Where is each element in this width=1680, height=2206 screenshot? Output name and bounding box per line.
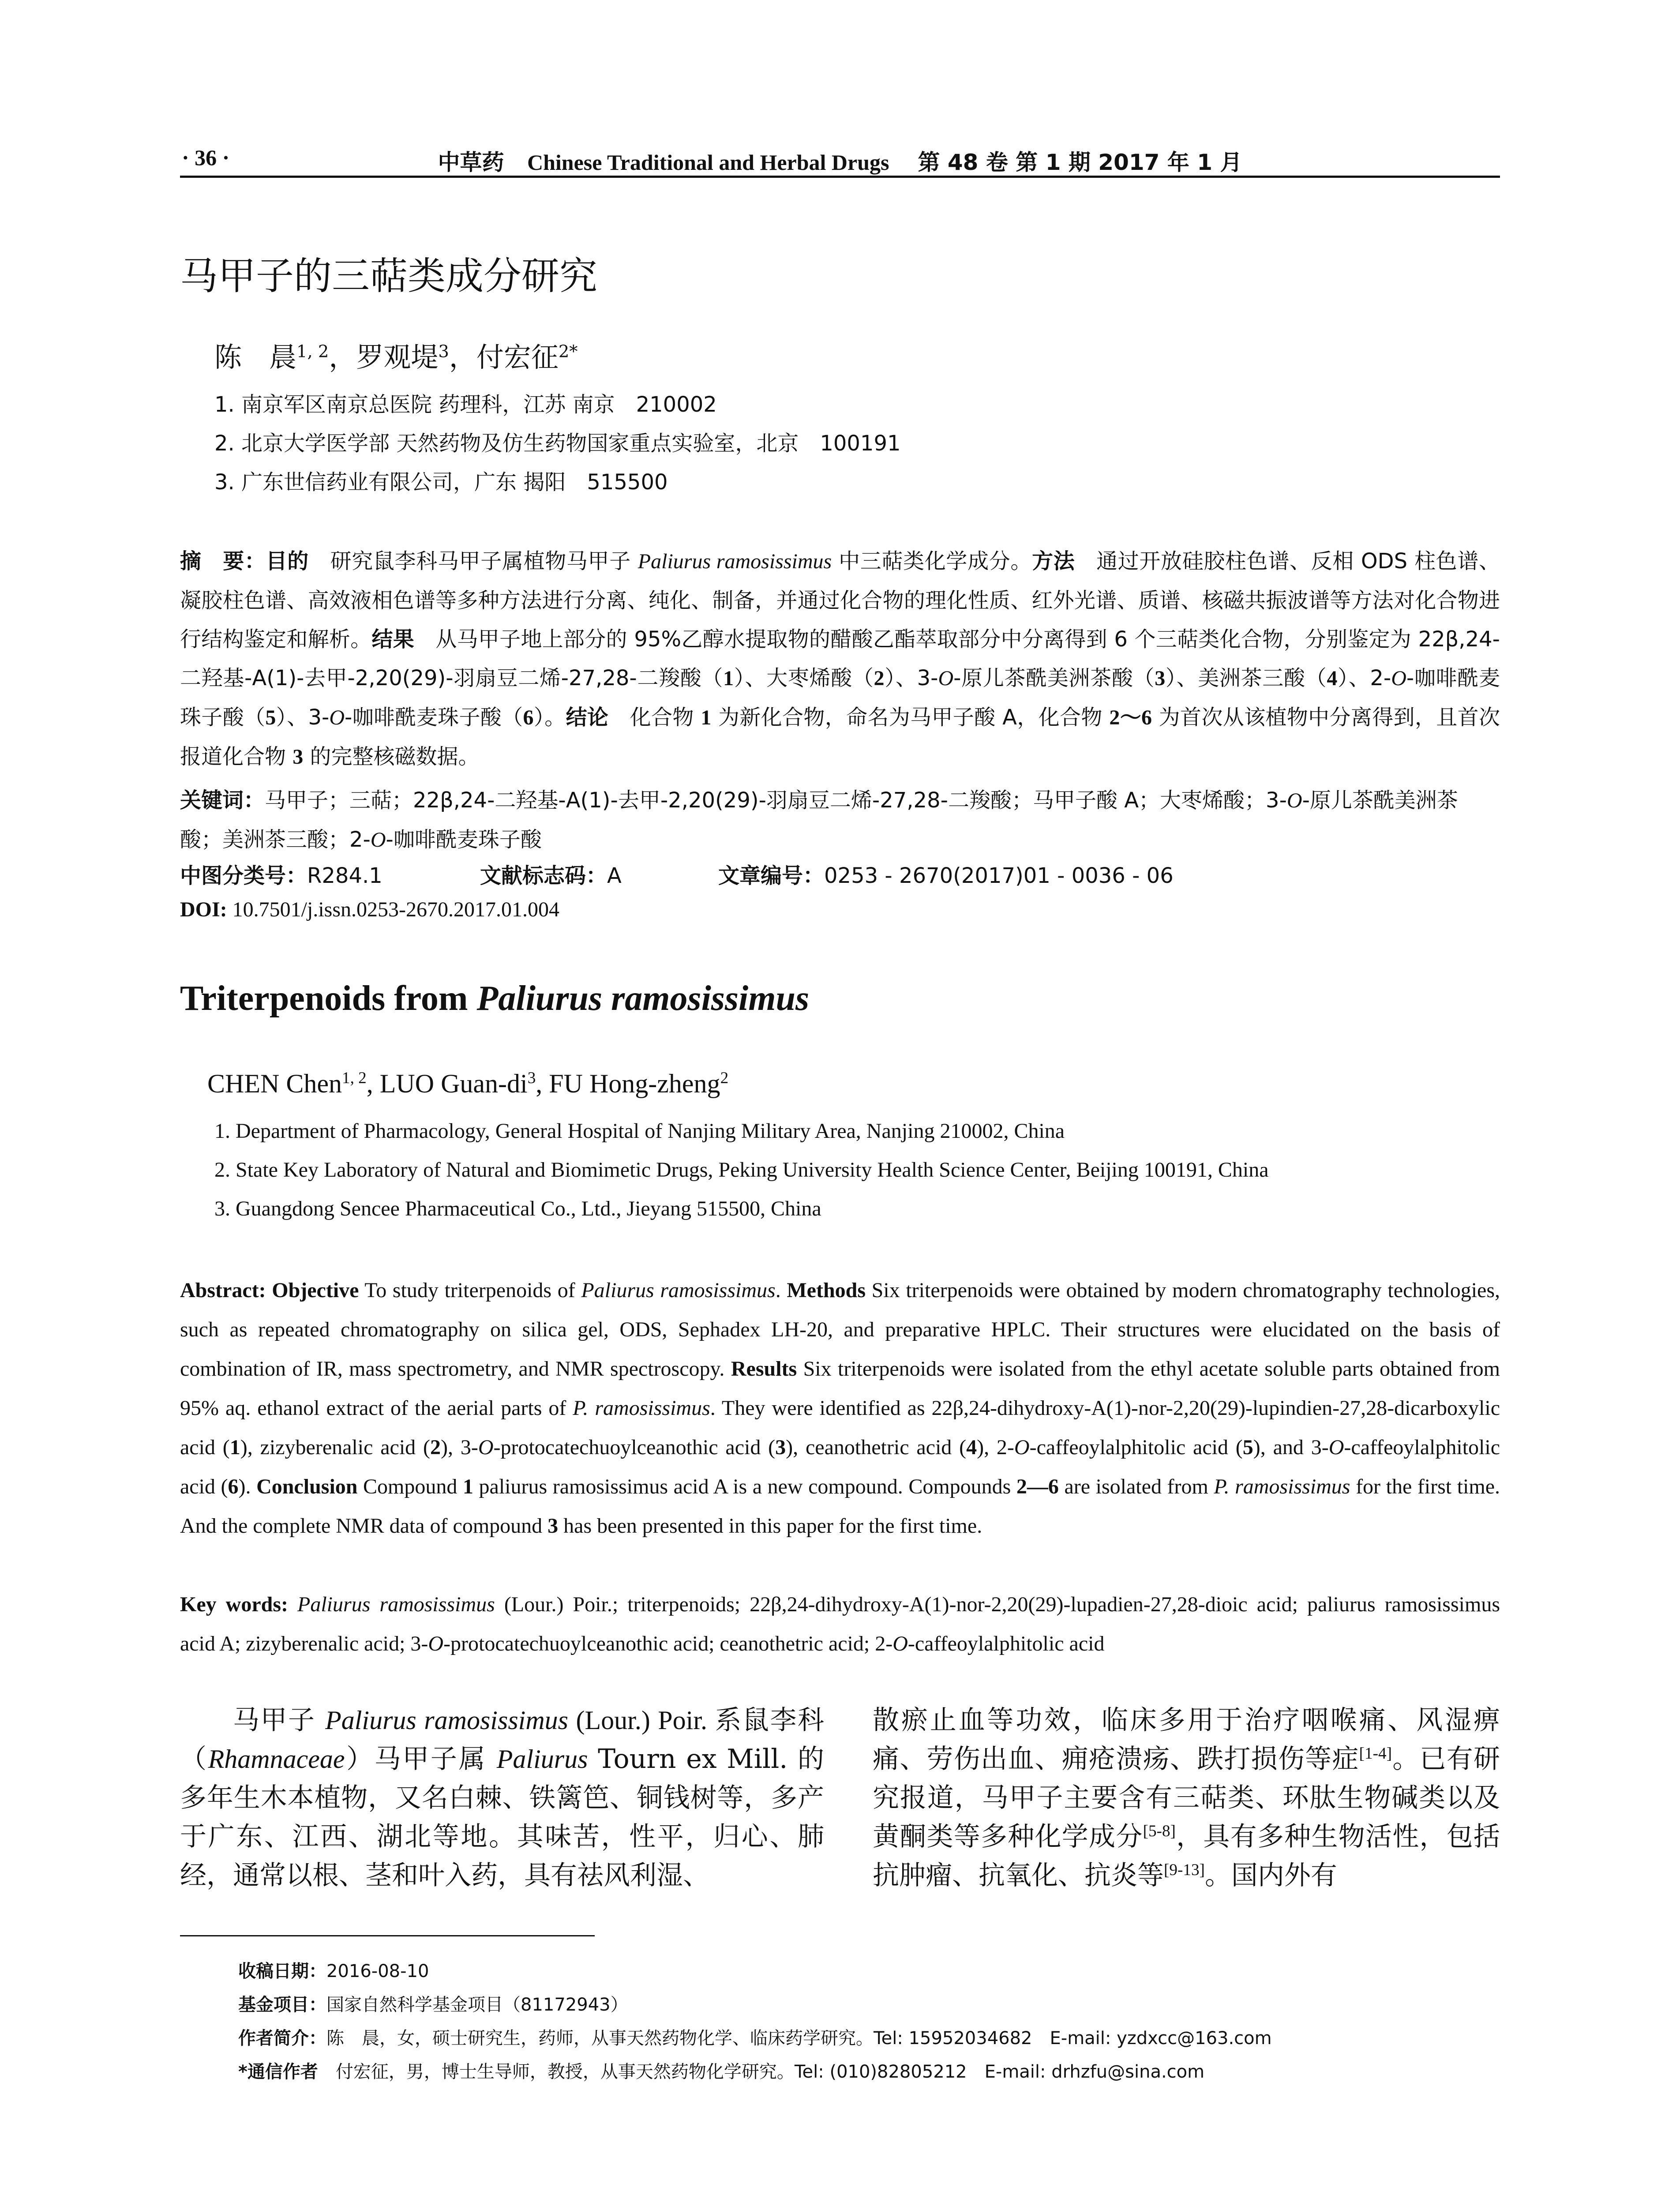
abstract-text: To study triterpenoids of [359,1279,581,1302]
compound-number: 2～6 [1109,706,1152,729]
author-name: ，罗观堤 [329,341,439,373]
affiliation-cn: 3. 广东世信药业有限公司，广东 揭阳 515500 [214,470,668,495]
compound-number: 6 [523,706,534,729]
reference-mark: [1-4] [1359,1745,1392,1763]
abstract-text: ）、2- [1337,666,1391,690]
keywords-text: O [1286,789,1302,812]
conclusion-label: Conclusion [256,1475,358,1498]
footnote-fund [238,1991,628,2016]
reference-mark: [5-8] [1143,1822,1176,1840]
methods-label: Methods [787,1279,866,1302]
species-name: Paliurus ramosissimus [638,550,832,573]
reference-mark: [9-13] [1164,1861,1205,1879]
journal-line [180,145,1500,176]
abstract-text: 研究鼠李科马甲子属植物马甲子 [330,549,638,574]
abstract-en [180,1271,1500,1546]
abstract-text: 为新化合物，命名为马甲子酸 A，化合物 [711,705,1110,730]
abstract-text: Compound [357,1475,463,1498]
results-label: Results [731,1357,797,1381]
body-column-left [180,1701,824,1895]
abstract-text: . They were identified as 22β,24-dihydroxy-A(1)-nor-2,20(29)-lupindien-27,28-dicarboxylic acid ( [180,1396,1500,1459]
clc-number: R284.1 [307,863,382,888]
abstract-text: ), ceanothetric acid ( [786,1436,967,1459]
abstract-text: -原儿茶酰美洲茶酸（ [953,666,1155,690]
abstract-text: paliurus ramosissimus acid A is a new compound. Compounds [473,1475,1016,1498]
abstract-text: 的完整核磁数据。 [303,744,480,769]
affiliation-en: 1. Department of Pharmacology, General Hospital of Nanjing Military Area, Nanjing 210002, China [214,1119,1065,1143]
footnote-text: 陈 晨，女，硕士研究生，药师，从事天然药物化学、临床药学研究。Tel: 15952034682 E-mail: yzdxcc@163.com [326,2028,1272,2048]
affiliation-cn: 2. 北京大学医学部 天然药物及仿生药物国家重点实验室，北京 100191 [214,431,901,456]
abstract-text: ）、3- [884,666,938,690]
abstract-text: O [1014,1436,1030,1459]
abstract-text: 化合物 [630,705,701,730]
compound-number: 3 [292,745,304,769]
compound-number: 1 [229,1436,240,1459]
keywords-text: -原儿茶酰美洲茶酸；美洲茶三酸；2- [180,788,1458,852]
footnote-label: *通信作者 [238,2062,318,2082]
abstract-cn [180,542,1500,777]
author-affiliation-mark: 2* [558,341,578,362]
article-no-label: 文章编号： [718,863,825,888]
title-species: Paliurus ramosissimus [476,979,810,1018]
footnote-text: 2016-08-10 [326,1961,429,1981]
compound-number: 3 [775,1436,786,1459]
abstract-text: ). [238,1475,257,1498]
journal-title-cn: 中草药 [438,150,504,175]
species-name: Paliurus ramosissimus [325,1706,569,1735]
journal-title-en: Chinese Traditional and Herbal Drugs [527,150,889,175]
abstract-text: Six triterpenoids were obtained by modern chromatography technologies, such as repeated chromatography on silica gel, ODS, Sephadex LH-20, and preparative HPLC. Their structures were elucidated on the basis of combination of IR, mass spectrometry, and NMR spectroscopy. [180,1279,1500,1381]
issue-info: 第 48 卷 第 1 期 2017 年 1 月 [918,150,1242,175]
authors-cn [214,335,578,375]
footnote-label: 作者简介： [238,2028,326,2048]
body-text: 。已有研究报道，马甲子主要含有三萜类、环肽生物碱类以及黄酮类等多种化学成分 [873,1744,1500,1852]
article-number: 0253 - 2670(2017)01 - 0036 - 06 [824,863,1174,888]
body-text: Tourn ex Mill. 的多年生木本植物，又名白棘、铁篱笆、铜钱树等，多产于广东、江西、湖北等地。其味苦，性平，归心、肺经，通常以根、茎和叶入药，具有祛风利湿、 [180,1744,825,1891]
compound-number: 2—6 [1016,1475,1059,1498]
abstract-text: has been presented in this paper for the first time. [558,1514,982,1538]
body-text: (Lour.) Poir. 系鼠李科（ [180,1706,824,1774]
body-text: 。国内外有 [1204,1860,1337,1891]
genus-name: Paliurus [496,1745,588,1774]
keywords-text: -caffeoylalphitolic acid [908,1632,1105,1655]
clc-label: 中图分类号： [180,863,308,888]
doi-value: 10.7501/j.issn.0253-2670.2017.01.004 [227,898,560,921]
footnote-received [238,1957,429,1982]
abstract-text: -咖啡酰麦珠子酸（ [345,705,523,730]
running-header [180,140,1500,178]
abstract-text: . [775,1279,787,1302]
abstract-text: for the first time. And the complete NMR data of compound [180,1475,1500,1538]
abstract-text: 中三萜类化学成分。 [832,549,1032,574]
body-column-right [873,1701,1500,1895]
compound-number: 3 [548,1514,559,1538]
abstract-text: ）。 [533,705,566,730]
footnote-text: 国家自然科学基金项目（81172943） [326,1995,628,2015]
author-name: , FU Hong-zheng [536,1069,720,1098]
compound-number: 1 [462,1475,473,1498]
doi-label: DOI: [180,898,227,921]
species-name: P. ramosissimus [573,1396,710,1420]
abstract-text: ）、大枣烯酸（ [734,666,874,690]
abstract-text: -protocatechuoylceanothic acid ( [493,1436,776,1459]
abstract-text: ), 2- [977,1436,1014,1459]
article-title-cn: 马甲子的三萜类成分研究 [180,254,597,298]
doc-code-label: 文献标志码： [480,863,608,888]
compound-number: 3 [1155,667,1166,690]
author-name: CHEN Chen [207,1069,342,1098]
keywords-label: Key words: [180,1593,288,1616]
body-text: ）马甲子属 [345,1744,497,1775]
compound-number: 1 [723,667,734,690]
footnote-text: 付宏征，男，博士生导师，教授，从事天然药物化学研究。Tel: (010)82805212 E-mail: drhzfu@sina.com [318,2062,1205,2082]
keywords-text: 马甲子；三萜；22β,24-二羟基-A(1)-去甲-2,20(29)-羽扇豆二烯-27,28-二羧酸；马甲子酸 A；大枣烯酸；3- [265,788,1287,813]
affiliation-en: 2. State Key Laboratory of Natural and Biomimetic Drugs, Peking University Health Science Center, Beijing 100191, China [214,1158,1269,1182]
abstract-text: ), and 3- [1253,1436,1329,1459]
page-number: · 36 · [182,145,230,170]
abstract-text: -caffeoylalphitolic acid ( [180,1436,1500,1498]
abstract-text: O [478,1436,494,1459]
affiliation-en: 3. Guangdong Sencee Pharmaceutical Co., Ltd., Jieyang 515500, China [214,1197,821,1220]
footnote-divider [180,1935,595,1936]
keywords-text: O [428,1632,444,1655]
body-text: ，具有多种生物活性，包括抗肿瘤、抗氧化、抗炎等 [873,1821,1500,1891]
abstract-text: Six triterpenoids were isolated from the ethyl acetate soluble parts obtained from 95% aq. ethanol extract of the aerial parts of [180,1357,1500,1420]
title-text: Triterpenoids from [180,979,477,1018]
abstract-text: ）、美洲茶三酸（ [1165,666,1327,690]
compound-number: 2 [874,667,885,690]
species-name: Paliurus ramosissimus [581,1279,776,1302]
results-label: 结果 [371,627,415,652]
species-name: P. ramosissimus [1214,1475,1350,1498]
abstract-text: ）、3- [276,705,330,730]
abstract-text: O [329,706,345,729]
compound-number: 4 [966,1436,977,1459]
conclusion-label: 结论 [566,705,609,730]
abstract-text: are isolated from [1058,1475,1214,1498]
article-title-en [180,979,809,1019]
author-affiliation-mark: 2 [720,1069,729,1087]
footnote-label: 收稿日期： [238,1961,326,1981]
keywords-en [180,1585,1500,1663]
authors-en [207,1069,728,1099]
abstract-text: 从马甲子地上部分的 95%乙醇水提取物的醋酸乙酯萃取部分中分离得到 6 个三萜类化合物，分别鉴定为 22β,24-二羟基-A(1)-去甲-2,20(29)-羽扇豆二烯-27,28-二羧酸（ [180,627,1500,690]
keywords-text: -protocatechuoylceanothic acid; ceanothetric acid; 2- [443,1632,893,1655]
keywords-label: 关键词： [180,788,265,813]
author-affiliation-mark: 3 [438,341,449,362]
body-text: 散瘀止血等功效，临床多用于治疗咽喉痛、风湿痹痛、劳伤出血、痈疮溃疡、跌打损伤等症 [873,1705,1500,1775]
methods-label: 方法 [1032,549,1075,574]
footnote-author [238,2024,1272,2049]
abstract-label: Abstract: Objective [180,1279,359,1302]
affiliation-cn: 1. 南京军区南京总医院 药理科，江苏 南京 210002 [214,392,717,417]
keywords-text: -咖啡酰麦珠子酸 [386,827,542,852]
body-text: 马甲子 [233,1705,326,1736]
species-name: Paliurus ramosissimus [288,1593,495,1616]
compound-number: 2 [430,1436,441,1459]
author-name: ，付宏征 [449,341,559,373]
abstract-text: ), 3- [441,1436,478,1459]
author-name: , LUO Guan-di [366,1069,528,1098]
compound-number: 5 [265,706,276,729]
abstract-text: -咖啡酰麦珠子酸（ [180,666,1500,730]
author-affiliation-mark: 1, 2 [341,1069,367,1087]
objective-label: 目的 [266,549,309,574]
compound-number: 5 [1242,1436,1253,1459]
author-affiliation-mark: 1, 2 [296,341,329,362]
compound-number: 4 [1327,667,1338,690]
author-name: 陈 晨 [214,341,297,373]
footnote-label: 基金项目： [238,1995,326,2015]
keywords-cn [180,781,1500,859]
compound-number: 1 [701,706,712,729]
abstract-label: 摘 要： [180,549,266,574]
doi-line [180,897,559,922]
family-name: Rhamnaceae [208,1745,345,1774]
abstract-text: 为首次从该植物中分离得到，且首次报道化合物 [180,705,1500,769]
keywords-text: O [892,1632,908,1655]
classification-line [180,859,1174,889]
abstract-text: -caffeoylalphitolic acid ( [1029,1436,1243,1459]
abstract-text: 通过开放硅胶柱色谱、反相 ODS 柱色谱、凝胶柱色谱、高效液相色谱等多种方法进行分离、纯化、制备，并通过化合物的理化性质、红外光谱、质谱、核磁共振波谱等方法对化合物进行结构鉴定和解析。 [180,549,1500,652]
doc-code: A [607,863,622,888]
author-affiliation-mark: 3 [527,1069,536,1087]
abstract-text: O [938,667,954,690]
abstract-text: O [1328,1436,1344,1459]
compound-number: 6 [228,1475,239,1498]
abstract-text: O [1391,667,1406,690]
footnote-corresponding [238,2058,1204,2083]
keywords-text: (Lour.) Poir.; triterpenoids; 22β,24-dihydroxy-A(1)-nor-2,20(29)-lupadien-27,28-dioic acid; paliurus ramosissimus acid A; zizyberenalic acid; 3- [180,1593,1500,1655]
keywords-text: O [370,828,386,852]
abstract-text: ), zizyberenalic acid ( [240,1436,430,1459]
